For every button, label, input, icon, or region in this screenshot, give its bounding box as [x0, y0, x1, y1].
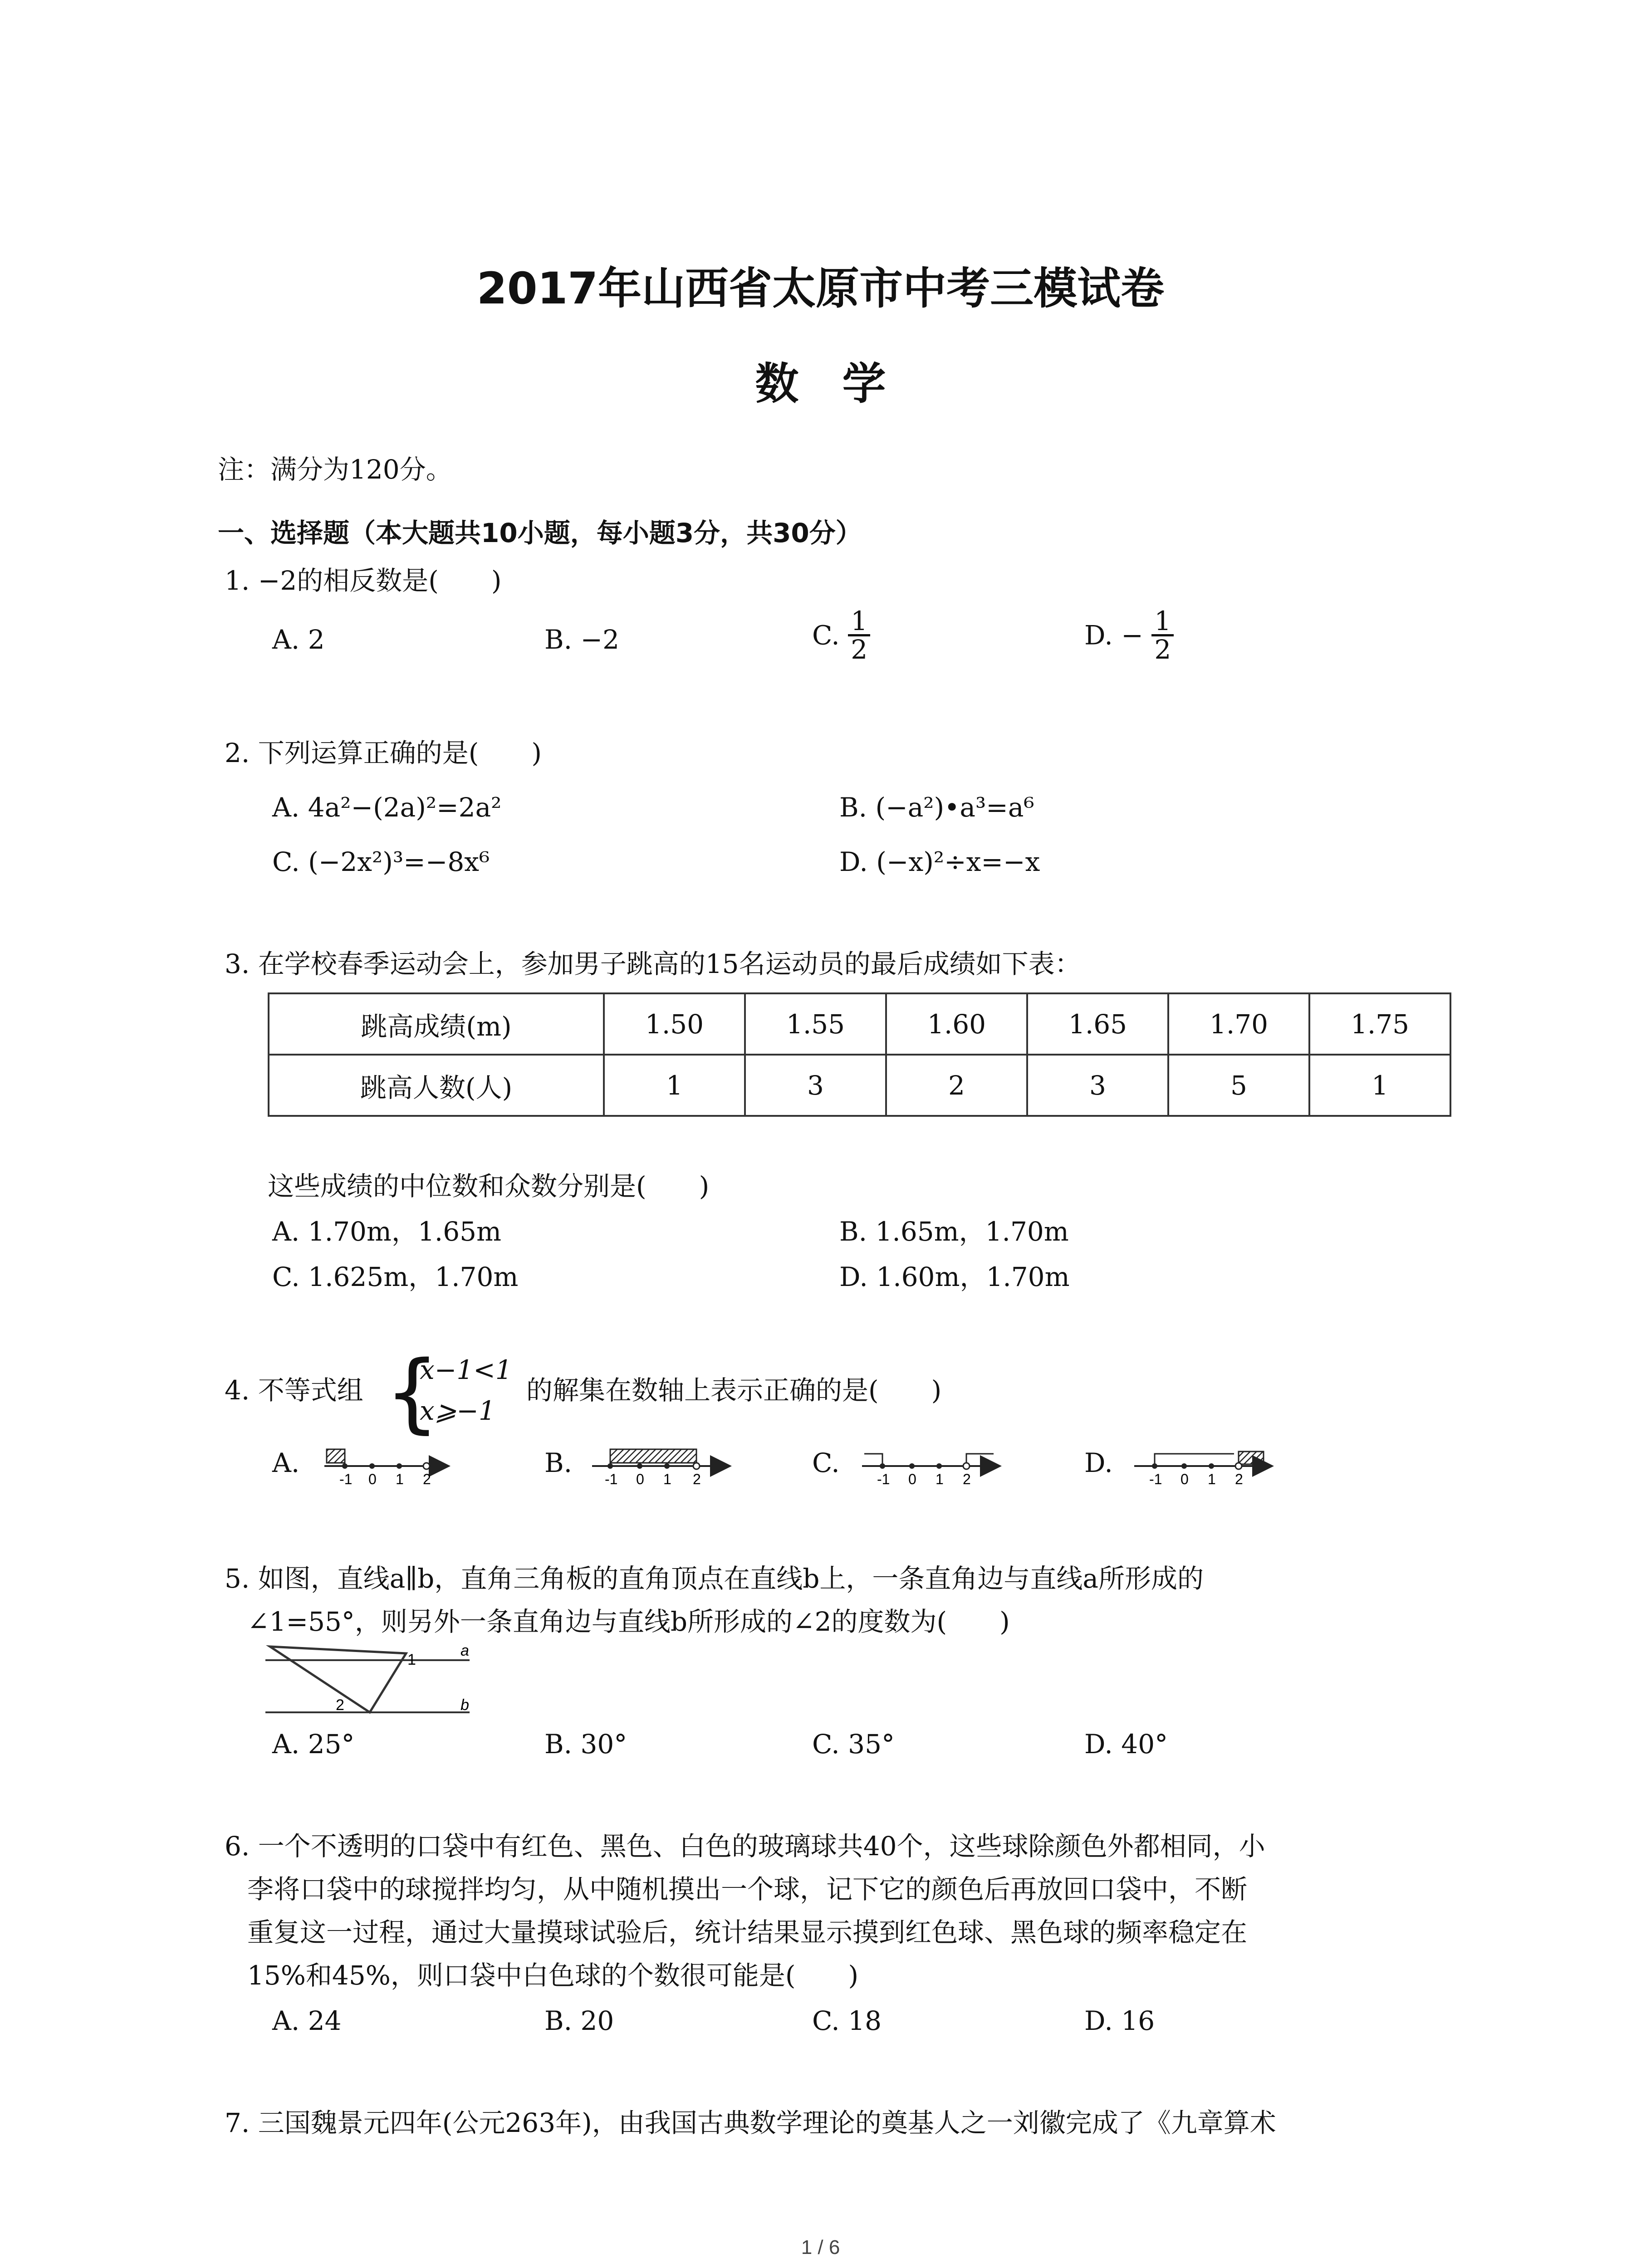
axis-tick-label: 0 [636, 1471, 644, 1487]
line-b-label: b [460, 1696, 469, 1714]
question-3-stem: 3. 在学校春季运动会上，参加男子跳高的15名运动员的最后成绩如下表： [225, 948, 1081, 979]
subject-title: 数 学 [755, 358, 886, 409]
question-6-line-4: 15%和45%，则口袋中白色球的个数很可能是( ) [247, 1960, 859, 1991]
number-line-b [592, 1449, 728, 1487]
q2-option-c: C. (−2x²)³=−8x⁶ [272, 846, 490, 877]
score-note: 注：满分为120分。 [218, 454, 452, 485]
question-2-stem: 2. 下列运算正确的是( ) [225, 738, 542, 768]
axis-tick-label: 2 [963, 1471, 971, 1487]
q4-option-a-label: A. [272, 1447, 300, 1478]
question-4-stem-pre: 4. 不等式组 [225, 1375, 363, 1406]
angle-1-label: 1 [407, 1651, 416, 1668]
table-cell: 1 [604, 1055, 745, 1116]
question-6-line-2: 李将口袋中的球搅拌均匀，从中随机摸出一个球，记下它的颜色后再放回口袋中，不断 [247, 1874, 1248, 1905]
table-cell: 3 [745, 1055, 886, 1116]
q1-option-b: B. −2 [544, 624, 619, 655]
q1-option-d-label: D. − [1084, 620, 1143, 651]
question-6-line-3: 重复这一过程，通过大量摸球试验后，统计结果显示摸到红色球、黑色球的频率稳定在 [247, 1917, 1248, 1948]
axis-tick-label: 1 [663, 1471, 671, 1487]
q6-option-d: D. 16 [1084, 2005, 1155, 2036]
q5-option-d: D. 40° [1084, 1729, 1168, 1760]
question-7-line-1: 7. 三国魏景元四年(公元263年)，由我国古典数学理论的奠基人之一刘徽完成了《九章算术 [225, 2107, 1276, 2138]
q2-option-b: B. (−a²)•a³=a⁶ [839, 792, 1034, 823]
fraction-denominator: 2 [851, 634, 868, 665]
q5-option-b: B. 30° [544, 1729, 627, 1760]
table-cell: 5 [1168, 1055, 1309, 1116]
table-cell: 3 [1027, 1055, 1168, 1116]
axis-tick-label: -1 [605, 1471, 618, 1487]
axis-tick-label: 1 [396, 1471, 404, 1487]
q3-option-c: C. 1.625m，1.70m [272, 1261, 519, 1292]
q2-option-d: D. (−x)²÷x=−x [839, 846, 1040, 877]
axis-tick-label: 0 [908, 1471, 916, 1487]
axis-tick-label: 0 [368, 1471, 377, 1487]
q4-option-d-label: D. [1084, 1447, 1113, 1478]
table-cell: 1.60 [886, 993, 1027, 1055]
question-3-ask: 这些成绩的中位数和众数分别是( ) [268, 1171, 710, 1202]
q6-option-a: A. 24 [272, 2005, 342, 2036]
table-row-header: 跳高人数(人) [269, 1055, 604, 1116]
q1-option-a: A. 2 [272, 624, 325, 655]
table-cell: 1.75 [1309, 993, 1450, 1055]
table-cell: 2 [886, 1055, 1027, 1116]
q3-option-d: D. 1.60m，1.70m [839, 1261, 1070, 1292]
axis-tick-label: -1 [339, 1471, 353, 1487]
angle-2-label: 2 [336, 1696, 344, 1714]
inequality-1: x−1<1 [420, 1354, 512, 1385]
q3-option-a: A. 1.70m，1.65m [272, 1216, 502, 1247]
line-a-label: a [460, 1642, 469, 1659]
question-4-stem-post: 的解集在数轴上表示正确的是( ) [526, 1375, 942, 1406]
table-cell: 1.70 [1168, 993, 1309, 1055]
number-line-d [1134, 1452, 1270, 1487]
axis-tick-label: -1 [877, 1471, 890, 1487]
table-cell: 1.65 [1027, 993, 1168, 1055]
q1-option-c-label: C. [812, 620, 840, 651]
question-5-line-1: 5. 如图，直线a∥b，直角三角板的直角顶点在直线b上，一条直角边与直线a所形成的 [225, 1563, 1204, 1594]
axis-tick-label: -1 [1149, 1471, 1162, 1487]
axis-tick-label: 0 [1181, 1471, 1189, 1487]
fraction-numerator: 1 [1151, 608, 1174, 636]
question-6-line-1: 6. 一个不透明的口袋中有红色、黑色、白色的玻璃球共40个，这些球除颜色外都相同，小 [225, 1831, 1265, 1862]
inequality-2: x⩾−1 [420, 1395, 495, 1426]
fraction-numerator: 1 [848, 608, 870, 636]
section-heading: 一、选择题（本大题共10小题，每小题3分，共30分） [218, 518, 862, 548]
q5-option-a: A. 25° [272, 1729, 355, 1760]
brace-icon: { [385, 1342, 440, 1442]
number-line-c [862, 1454, 998, 1487]
fraction-denominator: 2 [1154, 634, 1171, 665]
q6-option-c: C. 18 [812, 2005, 882, 2036]
q5-option-c: C. 35° [812, 1729, 895, 1760]
axis-tick-label: 1 [936, 1471, 944, 1487]
axis-tick-label: 2 [1235, 1471, 1243, 1487]
page-title: 2017年山西省太原市中考三模试卷 [476, 263, 1165, 314]
table-cell: 1.55 [745, 993, 886, 1055]
axis-tick-label: 2 [693, 1471, 701, 1487]
number-line-a [324, 1449, 447, 1487]
table-cell: 1.50 [604, 993, 745, 1055]
table-cell: 1 [1309, 1055, 1450, 1116]
q4-option-b-label: B. [544, 1447, 573, 1478]
question-5-line-2: ∠1=55°，则另外一条直角边与直线b所形成的∠2的度数为( ) [247, 1606, 1010, 1637]
q2-option-a: A. 4a²−(2a)²=2a² [272, 792, 502, 823]
page-number: 1 / 6 [801, 2236, 840, 2258]
q4-option-c-label: C. [812, 1447, 840, 1478]
question-1-stem: 1. −2的相反数是( ) [225, 565, 502, 596]
parallel-lines-figure [265, 1642, 470, 1714]
q6-option-b: B. 20 [544, 2005, 614, 2036]
table-row-header: 跳高成绩(m) [269, 993, 604, 1055]
axis-tick-label: 1 [1208, 1471, 1216, 1487]
axis-tick-label: 2 [423, 1471, 431, 1487]
q3-option-b: B. 1.65m，1.70m [839, 1216, 1069, 1247]
